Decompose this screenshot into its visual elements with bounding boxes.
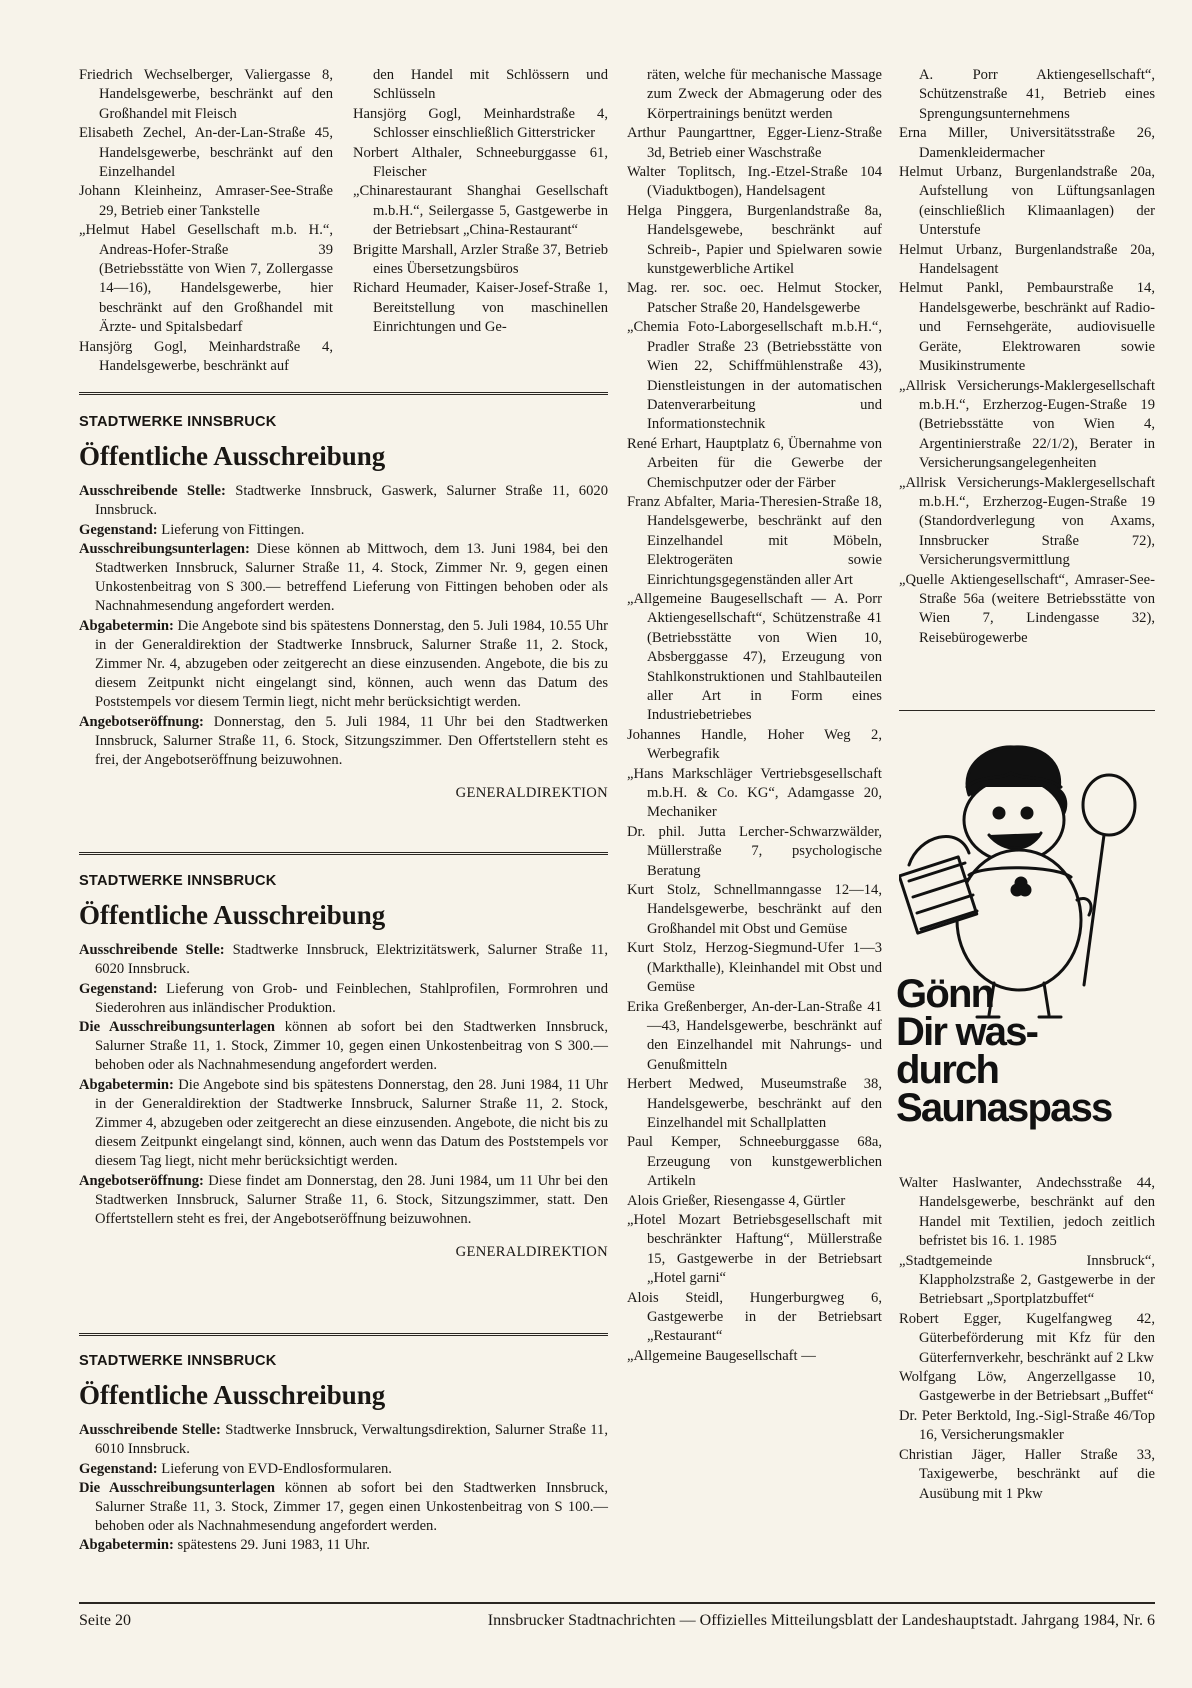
notice-paragraph: Die Ausschreibungsunterlagen können ab sofort bei den Stadtwerken Innsbruck, Salurner Straße 11, 3. Stock, Zimmer 17, gegen einen Unkostenbeitrag von S 100.— behoben oder als Nachnahmesendung angefordert werden. [79, 1479, 608, 1535]
tender-notice-gaswerk [79, 413, 608, 803]
notice-paragraph: Gegenstand: Lieferung von Grob- und Feinblechen, Stahlprofilen, Formrohren und Siederohren aus inländischer Produktion. [79, 980, 608, 1016]
notice-organization: STADTWERKE INNSBRUCK [79, 873, 277, 889]
notice-title: Öffentliche Ausschreibung [79, 441, 386, 472]
notice-title: Öffentliche Ausschreibung [79, 1380, 386, 1411]
list-item: räten, welche für mechanische Massage zum Zweck der Abmagerung oder des Körpertrainings benützt werden [647, 67, 882, 122]
list-item: Richard Heumader, Kaiser-Josef-Straße 1, Bereitstellung von maschinellen Einrichtungen und Ge- [353, 280, 608, 336]
list-item: Hansjörg Gogl, Meinhardstraße 4, Schlosser einschließlich Gitterstricker [353, 105, 608, 142]
notice-paragraph: Ausschreibungsunterlagen: Diese können ab Mittwoch, dem 13. Juni 1984, bei den Stadtwerken Innsbruck, Salurner Straße 11, 4. Stock, Zimmer Nr. 9, gegen einen Unkostenbeitrag von S 300.— betreffend Lieferung von Fittingen behoben oder als Nachnahmesendung angefordert werden. [79, 540, 608, 615]
column-1-listings [79, 66, 333, 377]
list-item: Brigitte Marshall, Arzler Straße 37, Betrieb eines Übersetzungsbüros [353, 241, 608, 278]
list-item: Kurt Stolz, Schnellmanngasse 12—14, Handelsgewerbe, beschränkt auf den Großhandel mit Obst und Gemüse [627, 882, 882, 937]
list-item: „Allrisk Versicherungs-Maklergesellschaft m.b.H.“, Erzherzog-Eugen-Straße 19 (Betriebsstätte von Wien 4, Argentinierstraße 22/1/2), Berater in Versicherungsangelegenheiten [899, 377, 1155, 472]
list-item: Erna Miller, Universitätsstraße 26, Damenkleidermacher [899, 125, 1155, 161]
list-item: Walter Toplitsch, Ing.-Etzel-Straße 104 (Viaduktbogen), Handelsagent [627, 164, 882, 200]
sauna-ad-slogan [896, 972, 1158, 1130]
notice-paragraph: Abgabetermin: spätestens 29. Juni 1983, 11 Uhr. [79, 1537, 370, 1554]
column-divider [899, 710, 1155, 711]
list-item: „Chinarestaurant Shanghai Gesellschaft m.b.H.“, Seilergasse 5, Gastgewerbe in der Betriebsart „China-Restaurant“ [353, 183, 608, 239]
page-number: Seite 20 [79, 1612, 131, 1629]
list-item: „Allgemeine Baugesellschaft — A. Porr Aktiengesellschaft“, Schützenstraße 41 (Betriebsstätte von Wien 10, Absberggasse 47), Erzeugung von Stahlkonstruktionen und Stahlbauteilen aller Art in Form eines Industriebetriebes [627, 590, 882, 724]
slogan-line: Saunaspass [896, 1086, 1112, 1130]
list-item: Christian Jäger, Haller Straße 33, Taxigewerbe, beschränkt auf die Ausübung mit 1 Pkw [899, 1446, 1155, 1502]
section-divider [79, 852, 608, 855]
notice-paragraph: Gegenstand: Lieferung von EVD-Endlosformularen. [79, 1460, 392, 1477]
notice-paragraph: Ausschreibende Stelle: Stadtwerke Innsbruck, Elektrizitätswerk, Salurner Straße 11, 6020 Innsbruck. [79, 942, 608, 978]
column-4-listings-bottom [899, 1174, 1155, 1504]
notice-organization: STADTWERKE INNSBRUCK [79, 1353, 277, 1369]
column-4-listings [899, 66, 1155, 648]
column-3-listings [627, 66, 882, 1366]
list-item: Robert Egger, Kugelfangweg 42, Güterbeförderung mit Kfz für den Güterfernverkehr, beschränkt auf 2 Lkw [899, 1310, 1155, 1366]
notice-paragraph: Abgabetermin: Die Angebote sind bis spätestens Donnerstag, den 5. Juli 1984, 10.55 Uhr in der Generaldirektion der Stadtwerke Innsbruck, Salurner Straße 11, 2. Stock, Zimmer Nr. 4, abzugeben oder zeitgerecht an diese einzusenden. Angebote, die bis zu diesem Zeitpunkt nicht eingelangt sind, können, auch wenn das Datum des Poststempels vor diesem Termin liegt, nicht mehr berücksichtigt werden. [79, 617, 608, 711]
publication-line: Innsbrucker Stadtnachrichten — Offizielles Mitteilungsblatt der Landeshauptstadt. Jahrgang 1984, Nr. 6 [487, 1612, 1155, 1629]
slogan-line: Gönn [896, 972, 994, 1016]
list-item: Norbert Althaler, Schneeburggasse 61, Fleischer [353, 144, 608, 181]
list-item: Mag. rer. soc. oec. Helmut Stocker, Patscher Straße 20, Handelsgewerbe [627, 280, 882, 316]
list-item: Erika Greßenberger, An-der-Lan-Straße 41—43, Handelsgewerbe, beschränkt auf den Einzelhandel mit Nahrungs- und Genußmitteln [627, 998, 882, 1073]
list-item: Johannes Handle, Hoher Weg 2, Werbegrafik [627, 726, 882, 763]
list-item: „Stadtgemeinde Innsbruck“, Klappholzstraße 2, Gastgewerbe in der Betriebsart „Sportplatzbuffet“ [899, 1252, 1155, 1308]
list-item: Paul Kemper, Schneeburggasse 68a, Erzeugung von kunstgewerblichen Artikeln [627, 1134, 882, 1190]
list-item: Herbert Medwed, Museumstraße 38, Handelsgewerbe, beschränkt auf den Einzelhandel mit Schallplatten [627, 1076, 882, 1131]
list-item: Dr. Peter Berktold, Ing.-Sigl-Straße 46/Top 16, Versicherungsmakler [899, 1407, 1155, 1444]
list-item: René Erhart, Hauptplatz 6, Übernahme von Arbeiten für die Gewerbe der Chemischputzer oder der Färber [627, 435, 882, 491]
list-item: Kurt Stolz, Herzog-Siegmund-Ufer 1—3 (Markthalle), Kleinhandel mit Obst und Gemüse [627, 940, 882, 996]
list-item: „Allrisk Versicherungs-Maklergesellschaft m.b.H.“, Erzherzog-Eugen-Straße 19 (Standordverlegung von Axams, Innsbrucker Straße 72), Versicherungsvermittlung [899, 474, 1155, 569]
notice-organization: STADTWERKE INNSBRUCK [79, 414, 277, 430]
notice-paragraph: Angebotseröffnung: Donnerstag, den 5. Juli 1984, 11 Uhr bei den Stadtwerken Innsbruck, Salurner Straße 11, 6. Stock, Sitzungszimmer. Den Offertstellern steht es frei, der Angebotseröffnung beizuwohnen. [79, 713, 608, 769]
list-item: „Chemia Foto-Laborgesellschaft m.b.H.“, Pradler Straße 23 (Betriebsstätte von Wien 22, Schiffmühlenstraße 43), Dienstleistungen in der automatischen Datenverarbeitung und Informationstechnik [627, 319, 882, 433]
list-item: Helmut Pankl, Pembaurstraße 14, Handelsgewerbe, beschränkt auf Radio- und Fernsehgeräte, audiovisuelle Geräte, Elektrowaren sowie Musikinstrumente [899, 280, 1155, 375]
list-item: „Hans Markschläger Vertriebsgesellschaft m.b.H. & Co. KG“, Adamgasse 20, Mechaniker [627, 765, 882, 821]
notice-signature: GENERALDIREKTION [455, 785, 608, 802]
list-item: den Handel mit Schlössern und Schlüsseln [373, 67, 608, 103]
list-item: A. Porr Aktiengesellschaft“, Schützenstraße 41, Betrieb eines Sprengungsunternehmens [919, 67, 1155, 122]
list-item: Elisabeth Zechel, An-der-Lan-Straße 45, Handelsgewerbe, beschränkt auf den Einzelhandel [79, 125, 333, 181]
tender-notice-elektrizitaetswerk [79, 872, 608, 1262]
slogan-line: durch [896, 1048, 999, 1092]
list-item: „Allgemeine Baugesellschaft — [627, 1347, 816, 1364]
list-item: Johann Kleinheinz, Amraser-See-Straße 29, Betrieb einer Tankstelle [79, 183, 333, 219]
notice-paragraph: Ausschreibende Stelle: Stadtwerke Innsbruck, Verwaltungsdirektion, Salurner Straße 11, 6010 Innsbruck. [79, 1422, 608, 1458]
notice-paragraph: Abgabetermin: Die Angebote sind bis spätestens Donnerstag, den 28. Juni 1984, 11 Uhr in der Generaldirektion der Stadtwerke Innsbruck, Salurner Straße 11, 2. Stock, Zimmer 4, abzugeben oder zeitgerecht an diese einzusenden. Angebote, die nicht bis zu diesem Zeitpunkt eingelangt sind, können, auch wenn das Datum des Poststempels vor diesem Tag liegt, nicht mehr berücksichtigt werden. [79, 1076, 608, 1170]
list-item: Franz Abfalter, Maria-Theresien-Straße 18, Handelsgewerbe, beschränkt auf den Einzelhandel mit Möbeln, Elektrogeräten sowie Einrichtungsgegenständen aller Art [627, 493, 882, 588]
tender-notice-verwaltung [79, 1352, 608, 1556]
list-item: „Quelle Aktiengesellschaft“, Amraser-See-Straße 56a (weitere Betriebsstätte von Wien 7, Lindengasse 32), Reisebürogewerbe [899, 571, 1155, 646]
notice-title: Öffentliche Ausschreibung [79, 900, 386, 931]
list-item: Helmut Urbanz, Burgenlandstraße 20a, Handelsagent [899, 241, 1155, 278]
list-item: „Helmut Habel Gesellschaft m.b. H.“, Andreas-Hofer-Straße 39 (Betriebsstätte von Wien 7, Zollergasse 14—16), Handelsgewerbe, hier beschränkt auf den Großhandel mit Ärzte- und Spitalsbedarf [79, 222, 333, 336]
list-item: Helmut Urbanz, Burgenlandstraße 20a, Aufstellung von Lüftungsanlagen (einschließlich Klimaanlagen) der Unterstufe [899, 164, 1155, 239]
slogan-line: Dir was- [896, 1010, 1038, 1054]
list-item: Hansjörg Gogl, Meinhardstraße 4, Handelsgewerbe, beschränkt auf [79, 338, 333, 375]
section-divider [79, 392, 608, 395]
notice-paragraph: Die Ausschreibungsunterlagen können ab sofort bei den Stadtwerken Innsbruck, Salurner Straße 11, 1. Stock, Zimmer 10, gegen einen Unkostenbeitrag von S 300.— behoben oder als Nachnahmesendung angefordert werden. [79, 1019, 608, 1074]
page-footer [79, 1612, 1155, 1630]
list-item: Arthur Paungarttner, Egger-Lienz-Straße 3d, Betrieb einer Waschstraße [627, 125, 882, 161]
notice-paragraph: Angebotseröffnung: Diese findet am Donnerstag, den 28. Juni 1984, um 11 Uhr bei den Stadtwerken Innsbruck, Salurner Straße 11, 6. Stock, Sitzungszimmer, statt. Den Offertstellern steht es frei, der Angebotseröffnung beizuwohnen. [79, 1172, 608, 1228]
list-item: Dr. phil. Jutta Lercher-Schwarzwälder, Müllerstraße 7, psychologische Beratung [627, 823, 882, 879]
list-item: Walter Haslwanter, Andechsstraße 44, Handelsgewerbe, beschränkt auf den Handel mit Textilien, jedoch zeitlich befristet bis 16. 1. 1985 [899, 1175, 1155, 1250]
footer-divider [79, 1602, 1155, 1604]
section-divider [79, 1333, 608, 1336]
list-item: „Hotel Mozart Betriebsgesellschaft mit beschränkter Haftung“, Müllerstraße 15, Gastgewerbe in der Betriebsart „Hotel garni“ [627, 1211, 882, 1287]
list-item: Alois Grießer, Riesengasse 4, Gürtler [627, 1192, 846, 1209]
list-item: Friedrich Wechselberger, Valiergasse 8, Handelsgewerbe, beschränkt auf den Großhandel mit Fleisch [79, 67, 333, 122]
column-2-listings [353, 66, 608, 338]
list-item: Helga Pinggera, Burgenlandstraße 8a, Handelsgewebe, beschränkt auf Schreib-, Papier und Spielwaren sowie kunstgewerbliche Artikel [627, 202, 882, 278]
list-item: Alois Steidl, Hungerburgweg 6, Gastgewerbe in der Betriebsart „Restaurant“ [627, 1289, 882, 1345]
list-item: Wolfgang Löw, Angerzellgasse 10, Gastgewerbe in der Betriebsart „Buffet“ [899, 1369, 1155, 1405]
notice-paragraph: Gegenstand: Lieferung von Fittingen. [79, 521, 305, 538]
notice-signature: GENERALDIREKTION [455, 1244, 608, 1261]
notice-paragraph: Ausschreibende Stelle: Stadtwerke Innsbruck, Gaswerk, Salurner Straße 11, 6020 Innsbruck. [79, 483, 608, 519]
